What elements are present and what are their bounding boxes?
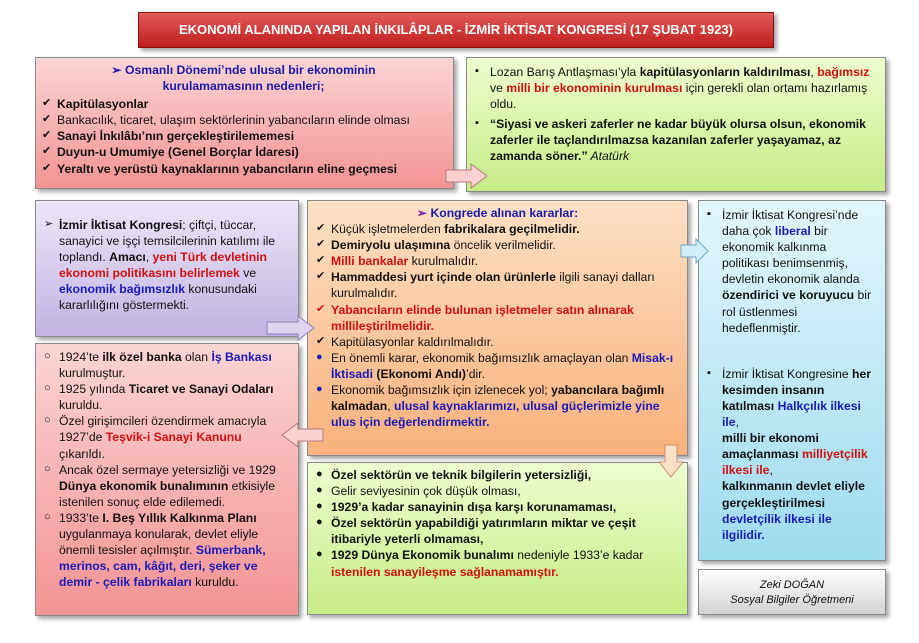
- list-item: [316, 237, 679, 253]
- text: ilk özel banka: [102, 350, 182, 364]
- text: milli bir ekonomi amaçlanması: [722, 431, 819, 462]
- text: her kesimden insanın katılması: [722, 366, 872, 413]
- list-item: [316, 221, 679, 237]
- text: ve: [239, 266, 257, 281]
- text: kuruldu.: [59, 398, 103, 413]
- list-item: [316, 253, 679, 269]
- square-bullet-icon: ▪: [475, 117, 479, 130]
- implementations-box: [35, 343, 299, 616]
- circle-bullet-icon: ○: [44, 382, 51, 395]
- list-item: [42, 96, 445, 112]
- list-item: [316, 499, 679, 515]
- text: 1929 Dünya Ekonomik bunalımı: [331, 548, 514, 563]
- item-text: Bankacılık, ticaret, ulaşım sektörlerinin yabancıların elinde olması: [57, 113, 410, 128]
- text: Yabancıların elinde bulunan işletmeler satın alınarak millileştirilmelidir.: [331, 302, 634, 333]
- list-item: [44, 217, 290, 314]
- arrow-bullet-icon: ➢: [111, 63, 126, 77]
- text: devletçilik ilkesi ile ilgilidir.: [722, 511, 832, 542]
- text: fabrikalara geçilmelidir.: [444, 222, 580, 237]
- text: uygulanmaya konularak, devlet eliyle önemli tesisler açılmıştır.: [59, 527, 259, 558]
- text: olan: [181, 350, 212, 364]
- check-icon: ✔: [42, 97, 52, 110]
- arrow-right-icon: [445, 163, 489, 189]
- text: Lozan Barış Antlaşması’yla: [490, 65, 640, 79]
- arrow-right-icon: [266, 315, 316, 341]
- list-item: [42, 128, 445, 144]
- text: çıkarıldı.: [59, 446, 106, 461]
- author-credit: [698, 569, 886, 615]
- text: Milli bankalar: [331, 254, 409, 269]
- list-item: [316, 269, 679, 301]
- list-item: [44, 510, 290, 590]
- text: 1924’te: [59, 350, 103, 364]
- text: ulusal kaynaklarımızı, ulusal güçlerimizle yine ulus için değerlendirmektir.: [331, 399, 660, 430]
- text: İzmir İktisat Kongresi’nde daha çok: [722, 208, 859, 239]
- dot-bullet-icon: ●: [316, 500, 323, 513]
- check-icon: ✔: [316, 222, 326, 235]
- text: liberal: [774, 224, 811, 239]
- text: Ancak özel sermaye yetersizliği ve 1929: [59, 462, 276, 477]
- text: ,: [735, 415, 739, 430]
- text: için gerekli olan ortamı hazırlamış oldu.: [490, 81, 868, 112]
- item-text: Sanayi İnkılâbı’nın gerçekleştirilememesi: [57, 129, 295, 144]
- dot-bullet-icon: ●: [316, 516, 323, 529]
- text: ,: [145, 250, 153, 265]
- text: ,: [769, 463, 773, 478]
- text: yabancılara bağımlı kalmadan: [331, 383, 665, 414]
- list-item: [707, 366, 877, 543]
- text: Sümerbank, merinos, cam, kâğıt, deri, şeker ve demir - çelik fabrikaları: [59, 543, 266, 590]
- text: Özel sektörün ve teknik bilgilerin yetersizliği,: [331, 468, 592, 482]
- text: Halkçılık ilkesi ile: [722, 398, 861, 430]
- text: Kongrede alınan kararlar:: [430, 206, 579, 220]
- text: bir rol üstlenmesi hedeflenmiştir.: [722, 288, 872, 335]
- list-item: [316, 334, 679, 350]
- text: ve: [490, 81, 507, 96]
- check-icon: ✔: [316, 334, 326, 347]
- arrow-bullet-icon: ➢: [416, 206, 431, 220]
- text: bağımsız: [817, 65, 870, 79]
- text: nedeniyle 1933’e kadar: [513, 548, 644, 563]
- square-bullet-icon: ▪: [707, 208, 711, 220]
- square-bullet-icon: ▪: [475, 65, 479, 77]
- text: kurulmalıdır.: [408, 254, 478, 269]
- list-item: [44, 413, 290, 461]
- lausanne-box: [466, 57, 886, 192]
- text: Gelir seviyesinin çok düşük olması,: [331, 484, 521, 499]
- text: ,: [810, 65, 818, 79]
- circle-bullet-icon: ○: [44, 350, 51, 362]
- text: ekonomik bağımsızlık: [59, 282, 185, 297]
- text: kuruldu.: [191, 575, 239, 590]
- text: Özel sektörün yapabildiği yatırımların miktar ve çeşit itibariyle yeterli olmaması,: [331, 516, 636, 547]
- list-item: [316, 467, 679, 483]
- text: Hammaddesi yurt içinde olan ürünlerle: [331, 270, 556, 285]
- quote-author: Atatürk: [587, 149, 630, 164]
- check-icon: ✔: [42, 161, 52, 174]
- reasons-heading-text: Osmanlı Dönemi’nde ulusal bir ekonominin kurulamamasının nedenleri;: [125, 63, 376, 94]
- square-bullet-icon: ▪: [707, 366, 711, 379]
- text: etkisiyle istenilen sonuç elde edilemedi.: [59, 478, 276, 509]
- text: bir ekonomik kalkınma politikası benimsenmiş, devletin ekonomik alanda: [722, 224, 860, 287]
- text: Teşvik-i Sanayi Kanunu: [105, 430, 242, 445]
- circle-bullet-icon: ○: [44, 414, 51, 427]
- arrow-down-icon: [658, 444, 684, 478]
- author-role: Sosyal Bilgiler Öğretmeni: [730, 593, 854, 606]
- check-icon: ✔: [316, 270, 326, 283]
- quote-text: “Siyasi ve askeri zaferler ne kadar büyük olursa olsun, ekonomik zaferler ile taçlandırılmazsa kazanılan zaferler yaşayamaz, az zamanda söner.”: [490, 117, 866, 164]
- congress-box: [35, 200, 299, 337]
- text: Özel girişimcileri özendirmek amacıyla 1927’de: [59, 414, 267, 445]
- reasons-heading: [42, 62, 445, 94]
- check-icon: ✔: [316, 254, 326, 267]
- text: kalkınmanın devlet eliyle gerçekleştirilmesi: [722, 479, 865, 510]
- text: Dünya ekonomik bunalımının: [59, 478, 229, 493]
- list-item: [316, 382, 679, 430]
- reasons-list: [42, 96, 445, 176]
- list-item: [44, 349, 290, 381]
- text: kapitülasyonların kaldırılması: [639, 65, 811, 79]
- list-item: [475, 64, 877, 112]
- failure-reasons-box: [307, 462, 688, 615]
- text: Ekonomik bağımsızlık için izlenecek yol;: [331, 383, 552, 398]
- text: Kapitülasyonlar kaldırılmalıdır.: [331, 334, 494, 349]
- dot-bullet-icon: ●: [316, 383, 323, 396]
- check-icon: ✔: [42, 145, 52, 158]
- dot-bullet-icon: ●: [316, 484, 323, 497]
- text: (Ekonomi Andı): [373, 366, 466, 381]
- list-item: [316, 350, 679, 382]
- list-item: [316, 483, 679, 499]
- arrow-right-icon: [680, 238, 710, 264]
- text: I. Beş Yıllık Kalkınma Planı: [102, 510, 257, 525]
- text: İzmir İktisat Kongresine: [722, 366, 853, 381]
- text: Küçük işletmelerden: [331, 222, 445, 237]
- dot-bullet-icon: ●: [316, 350, 323, 363]
- text: ’dir.: [465, 366, 485, 381]
- circle-bullet-icon: ○: [44, 510, 51, 523]
- text: Misak-ı İktisadi: [331, 350, 674, 381]
- list-item: [44, 462, 290, 510]
- list-item: [316, 515, 679, 547]
- dot-bullet-icon: ●: [316, 548, 323, 561]
- item-text: Yeraltı ve yerüstü kaynaklarının yabancıların eline geçmesi: [57, 161, 398, 176]
- item-text: Kapitülasyonlar: [57, 97, 149, 112]
- list-item: [42, 112, 445, 128]
- text: yeni Türk devletinin ekonomi politikasını belirlemek: [59, 250, 267, 281]
- item-text: Duyun-u Umumiye (Genel Borçlar İdaresi): [57, 145, 299, 160]
- list-item: [707, 207, 877, 336]
- author-name: Zeki DOĞAN: [759, 579, 825, 591]
- text: öncelik verilmelidir.: [450, 238, 556, 253]
- list-item: [316, 302, 679, 334]
- text: İzmir İktisat Kongresi: [59, 218, 183, 232]
- decisions-heading: [316, 205, 679, 221]
- text: kurulmuştur.: [59, 366, 126, 381]
- text: 1925 yılında: [59, 382, 129, 397]
- reasons-box: [35, 57, 454, 189]
- page-title: EKONOMİ ALANINDA YAPILAN İNKILÂPLAR - İZMİR İKTİSAT KONGRESİ (17 ŞUBAT 1923): [138, 12, 774, 48]
- text: milli bir ekonominin kurulması: [506, 81, 683, 96]
- principles-box: [698, 200, 886, 561]
- dot-bullet-icon: ●: [316, 468, 323, 480]
- text: istenilen sanayileşme sağlanamamıştır.: [331, 564, 559, 579]
- arrow-bullet-icon: ➢: [44, 218, 54, 230]
- check-icon: ✔: [316, 302, 326, 315]
- decisions-box: [307, 200, 688, 456]
- list-item: [44, 381, 290, 413]
- text: İş Bankası: [211, 350, 272, 364]
- list-item: [475, 116, 877, 164]
- list-item: [42, 161, 445, 177]
- list-item: [42, 144, 445, 160]
- text: özendirici ve koruyucu: [722, 288, 855, 303]
- arrow-left-icon: [280, 422, 324, 448]
- circle-bullet-icon: ○: [44, 462, 51, 475]
- text: 1933’te: [59, 510, 103, 525]
- text: ilgili sanayi dalları kurulmalıdır.: [331, 270, 655, 301]
- text: 1929’a kadar sanayinin dışa karşı korunamaması,: [331, 500, 617, 515]
- text: En önemli karar, ekonomik bağımsızlık amaçlayan olan: [331, 350, 632, 365]
- text: konusundaki kararlılığını göstermekti.: [59, 282, 257, 313]
- text: milliyetçilik ilkesi ile: [722, 447, 868, 478]
- check-icon: ✔: [316, 238, 326, 251]
- check-icon: ✔: [42, 113, 52, 126]
- text: Demiryolu ulaşımına: [331, 238, 451, 253]
- text: Ticaret ve Sanayi Odaları: [128, 382, 274, 397]
- check-icon: ✔: [42, 129, 52, 142]
- text: ,: [387, 399, 395, 414]
- text: Amacı: [109, 250, 146, 265]
- list-item: [316, 547, 679, 579]
- text: ; çiftçi, tüccar, sanayici ve işçi temsilcilerinin katılımı ile toplandı.: [59, 218, 276, 265]
